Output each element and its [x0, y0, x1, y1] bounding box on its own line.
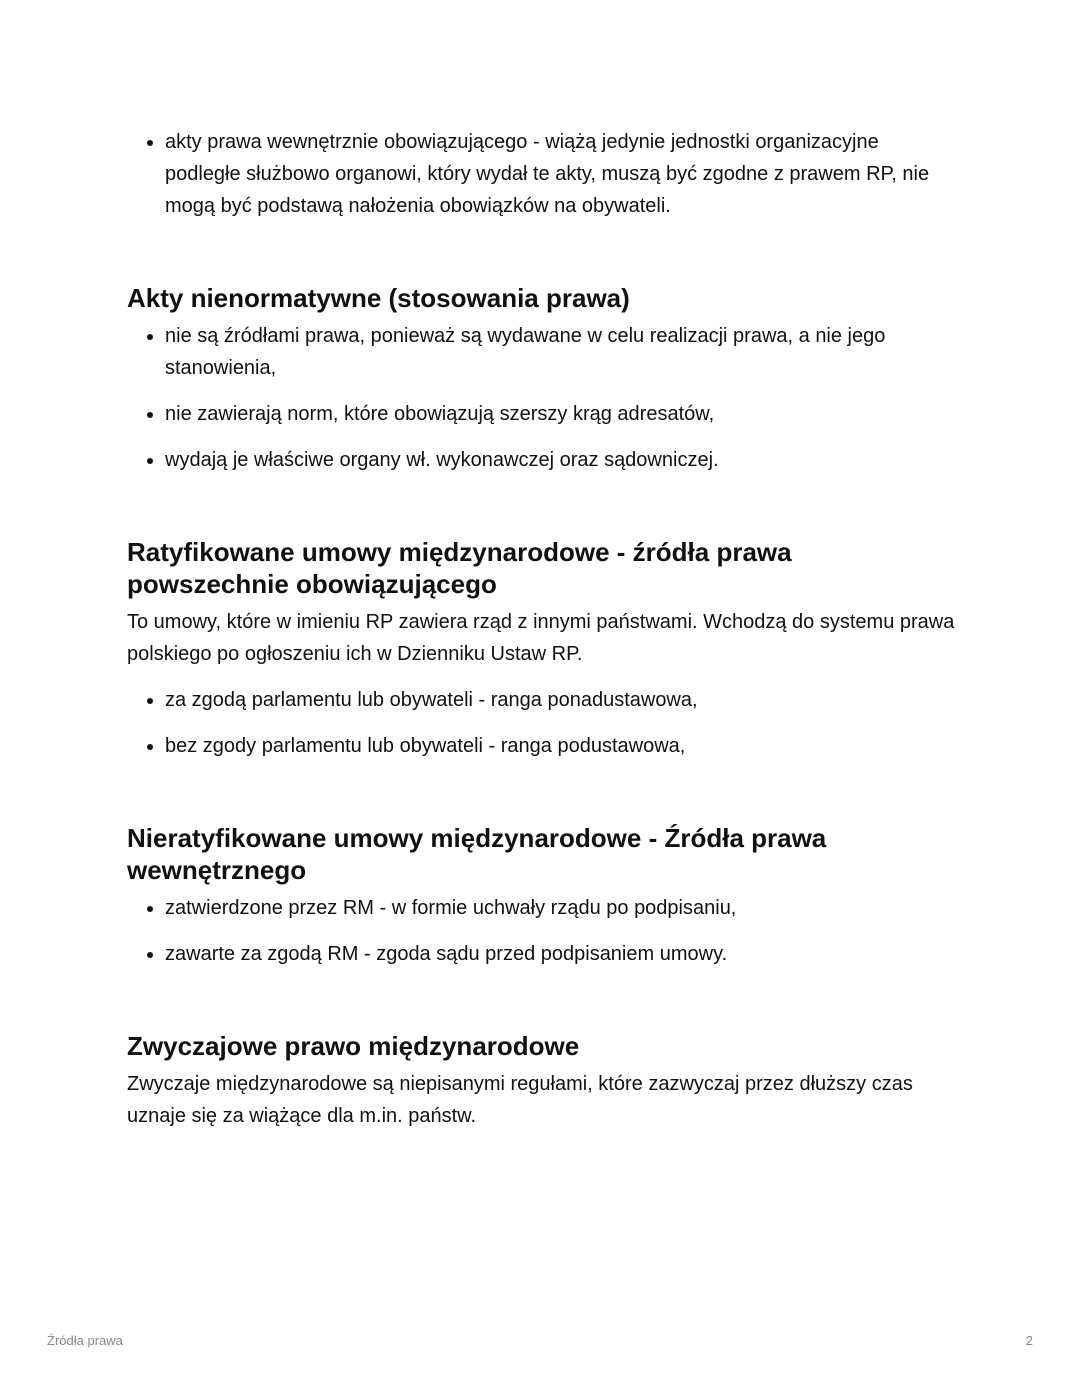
footer-title: Źródła prawa [47, 1333, 123, 1348]
section-heading: Akty nienormatywne (stosowania prawa) [127, 283, 630, 313]
section-heading: Zwyczajowe prawo międzynarodowe [127, 1031, 580, 1061]
section-zwyczajowe [127, 1030, 957, 1132]
list-item: • zatwierdzone przez RM - w formie uchwały rządu po podpisaniu, [165, 892, 957, 924]
list-item: • za zgodą parlamentu lub obywateli - ranga ponadustawowa, [165, 684, 957, 716]
section-ratyfikowane [127, 536, 957, 762]
list-item: • akty prawa wewnętrznie obowiązującego - wiążą jedynie jednostki organizacyjne podległe służbowo organowi, który wydał te akty, muszą być zgodne z prawem RP, nie mogą być podstawą nałożenia obowiązków na obywateli. [165, 126, 957, 222]
paragraph: Zwyczaje międzynarodowe są niepisanymi regułami, które zazwyczaj przez dłuższy czas uznaje się za wiążące dla m.in. państw. [127, 1073, 913, 1127]
section-nieratyfikowane [127, 822, 957, 970]
intro-list [127, 126, 957, 222]
content [127, 126, 957, 1146]
section-heading: Nieratyfikowane umowy międzynarodowe - Źródła prawa wewnętrznego [127, 823, 827, 885]
section-nienormatywne [127, 282, 957, 476]
paragraph: To umowy, które w imieniu RP zawiera rząd z innymi państwami. Wchodzą do systemu prawa polskiego po ogłoszeniu ich w Dzienniku Ustaw RP. [127, 611, 955, 665]
list-item: • zawarte za zgodą RM - zgoda sądu przed podpisaniem umowy. [165, 938, 957, 970]
page-number: 2 [1025, 1333, 1033, 1348]
list-item: • wydają je właściwe organy wł. wykonawczej oraz sądowniczej. [165, 444, 957, 476]
list-item: • bez zgody parlamentu lub obywateli - ranga podustawowa, [165, 730, 957, 762]
list-item: • nie są źródłami prawa, ponieważ są wydawane w celu realizacji prawa, a nie jego stanowienia, [165, 320, 957, 384]
list-item: • nie zawierają norm, które obowiązują szerszy krąg adresatów, [165, 398, 957, 430]
section-heading: Ratyfikowane umowy międzynarodowe - źródła prawa powszechnie obowiązującego [127, 537, 792, 599]
